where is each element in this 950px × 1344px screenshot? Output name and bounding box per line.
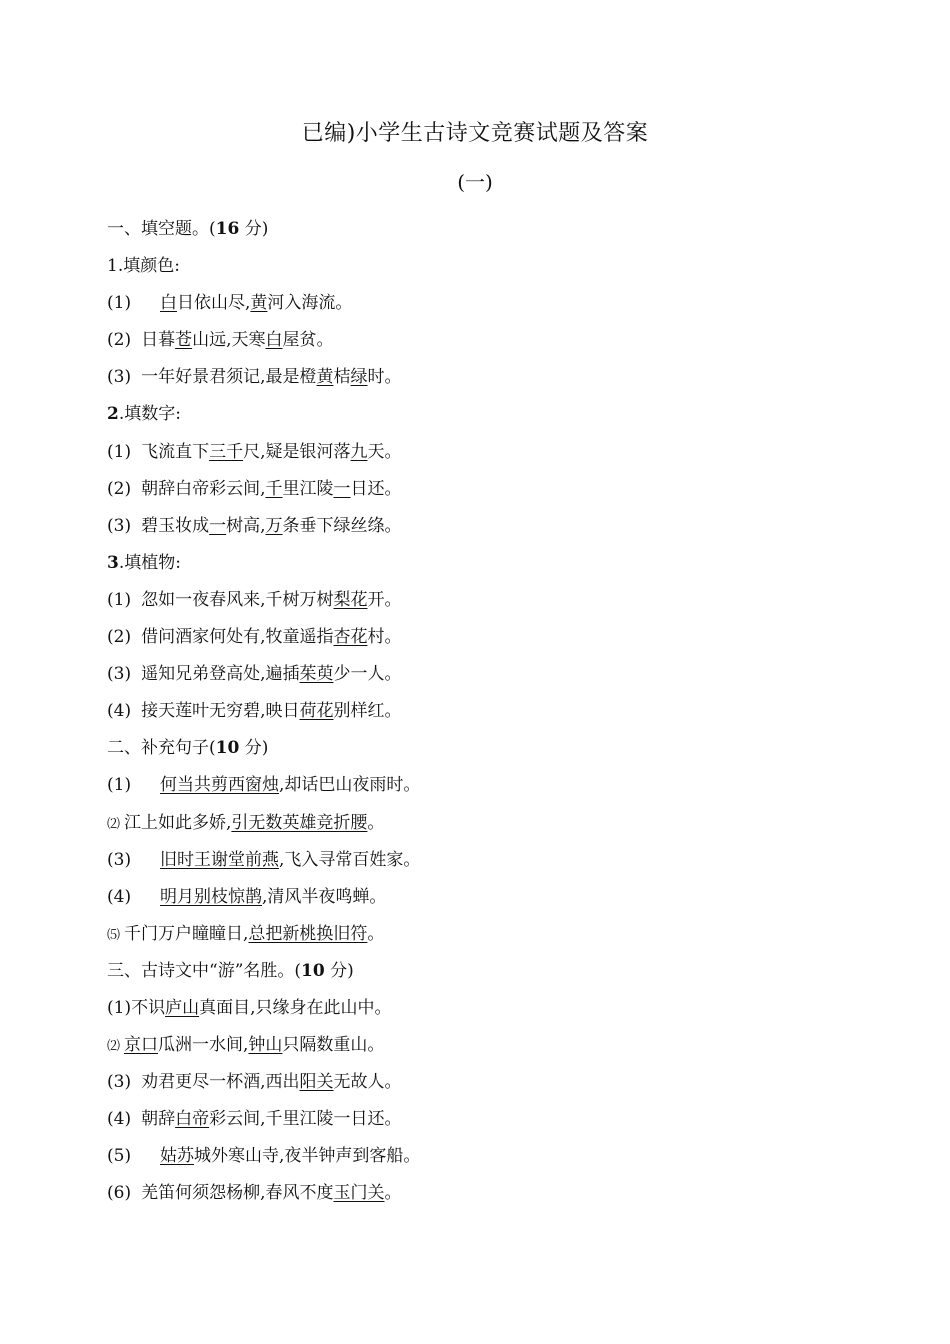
answer-text: 绿 — [350, 367, 368, 388]
line-text: 借问酒家何处有,牧童遥指 — [141, 627, 334, 648]
question-line — [107, 1027, 867, 1064]
line-text: ,清风半夜鸣蝉。 — [262, 886, 387, 907]
question-number: (3) — [107, 849, 132, 870]
answer-text: 千 — [265, 478, 283, 499]
line-text: 接天莲叶无穷碧,映日 — [141, 701, 300, 722]
question-number: ⑸ — [107, 927, 121, 943]
question-line — [107, 767, 867, 804]
line-text: 16 — [215, 219, 240, 239]
line-text: 飞流直下 — [141, 441, 210, 462]
question-line — [107, 434, 867, 471]
answer-text: 钟山 — [248, 1035, 283, 1056]
line-text: 遥知兄弟登高处,遍插 — [141, 664, 300, 685]
line-text: 无故人。 — [333, 1072, 402, 1093]
answer-text: 黄 — [316, 367, 334, 388]
line-text: 瓜洲一水间, — [158, 1035, 249, 1056]
answer-text: 杏花 — [333, 627, 368, 648]
question-line — [107, 1175, 867, 1212]
question-line — [107, 582, 867, 619]
answer-text: 何当共剪西窗烛 — [160, 775, 279, 796]
answer-text: 苍 — [175, 330, 193, 351]
line-text: 真面目,只缘身在此山中。 — [199, 997, 392, 1018]
line-text: 千门万户瞳瞳日, — [124, 923, 249, 944]
line-text: 里江陵 — [282, 478, 334, 499]
answer-text: 一 — [333, 478, 351, 499]
answer-text: 白 — [160, 293, 177, 314]
answer-text: 白帝 — [175, 1109, 210, 1130]
line-text: 3 — [107, 552, 119, 573]
line-text: 条垂下绿丝绦。 — [282, 515, 402, 536]
question-number: (3) — [107, 1072, 132, 1093]
question-number: (4) — [107, 701, 132, 722]
answer-text: 总把新桃换旧符 — [248, 923, 368, 944]
line-text: 江上如此多娇, — [124, 812, 232, 833]
line-text: 。 — [367, 923, 385, 944]
line-text: 劝君更尽一杯酒,西出 — [141, 1072, 300, 1093]
line-text: 2 — [107, 404, 119, 425]
line-text: 10 — [215, 738, 240, 759]
answer-text: 明月别枝惊鹊 — [160, 886, 262, 907]
line-text: 别样红。 — [333, 701, 402, 722]
line-text: 10 — [301, 960, 325, 981]
line-text: 天。 — [367, 441, 402, 462]
line-text: 朝辞白帝彩云间, — [141, 478, 266, 499]
section-heading — [107, 730, 867, 767]
line-text: 少一人。 — [333, 664, 402, 685]
line-text: 日还。 — [350, 478, 402, 499]
line-text: 一年好景君须记,最是橙 — [141, 367, 317, 388]
question-line — [107, 619, 867, 656]
line-text: 朝辞 — [141, 1109, 176, 1130]
question-line — [107, 990, 867, 1027]
question-number: ⑵ — [107, 1039, 121, 1055]
question-number: (1) — [107, 775, 132, 796]
line-text: 树高, — [226, 515, 266, 536]
question-line — [107, 879, 867, 916]
question-number: (1) — [107, 997, 132, 1018]
question-number: (6) — [107, 1183, 132, 1204]
line-text: 分) — [239, 219, 269, 239]
line-text: 只隔数重山。 — [282, 1035, 385, 1056]
question-line — [107, 1101, 867, 1138]
question-number: (1) — [107, 589, 132, 610]
answer-text: 万 — [265, 515, 283, 536]
question-number: (3) — [107, 367, 132, 388]
question-list — [107, 211, 867, 1213]
line-text: 二、补充句子( — [107, 738, 216, 759]
question-line — [107, 285, 867, 322]
line-text: 一、填空题。( — [107, 219, 216, 239]
question-line — [107, 1138, 867, 1175]
answer-text: 庐山 — [165, 997, 200, 1018]
subsection-heading — [107, 248, 867, 285]
line-text: 忽如一夜春风来,千树万树 — [141, 589, 334, 610]
line-text: .填颜色: — [117, 256, 180, 277]
question-line — [107, 693, 867, 730]
question-number: (2) — [107, 627, 132, 648]
section-heading — [107, 953, 867, 990]
line-text: 三、古诗文中“游”名胜。( — [107, 960, 302, 981]
answer-text: 姑苏 — [160, 1146, 194, 1167]
answer-text: 京口 — [124, 1035, 159, 1056]
line-text: .填植物: — [118, 552, 181, 573]
answer-text: 旧时王谢堂前燕 — [160, 849, 279, 870]
line-text: ,飞入寻常百姓家。 — [279, 849, 421, 870]
line-text: 1 — [107, 256, 118, 277]
line-text: 日暮 — [141, 330, 176, 351]
question-line — [107, 916, 867, 953]
line-text: 分) — [239, 738, 269, 759]
question-number: (4) — [107, 886, 132, 907]
line-text: ,却话巴山夜雨时。 — [279, 775, 421, 796]
line-text: 尺,疑是银河落 — [243, 441, 351, 462]
answer-text: 玉门关 — [333, 1183, 385, 1204]
question-number: (1) — [107, 441, 132, 462]
question-number: (5) — [107, 1146, 132, 1167]
answer-text: 荷花 — [299, 701, 334, 722]
question-line — [107, 359, 867, 396]
answer-text: 白 — [265, 330, 283, 351]
answer-text: 茱萸 — [299, 664, 334, 685]
answer-text: 梨花 — [333, 589, 368, 610]
line-text: 时。 — [367, 367, 402, 388]
line-text: 不识 — [131, 997, 166, 1018]
question-number: (2) — [107, 478, 132, 499]
line-text: 。 — [384, 1183, 402, 1204]
question-number: (3) — [107, 664, 132, 685]
answer-text: 阳关 — [299, 1072, 334, 1093]
line-text: 分) — [324, 960, 354, 981]
answer-text: 黄 — [250, 293, 268, 314]
question-line — [107, 1064, 867, 1101]
question-line — [107, 471, 867, 508]
question-line — [107, 805, 867, 842]
line-text: 屋贫。 — [282, 330, 334, 351]
question-number: (2) — [107, 330, 132, 351]
question-line — [107, 508, 867, 545]
answer-text: 一 — [209, 515, 227, 536]
question-number: (4) — [107, 1109, 132, 1130]
question-line — [107, 656, 867, 693]
section-heading — [107, 211, 867, 248]
subsection-heading — [107, 396, 867, 433]
line-text: 城外寒山寺,夜半钟声到客船。 — [194, 1146, 421, 1167]
line-text: 碧玉妆成 — [141, 515, 210, 536]
line-text: 村。 — [367, 627, 402, 648]
line-text: 彩云间,千里江陵一日还。 — [209, 1109, 402, 1130]
question-number: (1) — [107, 293, 132, 314]
answer-text: 三千 — [209, 441, 244, 462]
line-text: 羌笛何须怨杨柳,春风不度 — [141, 1183, 334, 1204]
subsection-heading — [107, 545, 867, 582]
line-text: 山远,天寒 — [192, 330, 266, 351]
document-subtitle: (一) — [457, 170, 493, 194]
question-line — [107, 322, 867, 359]
line-text: 。 — [367, 812, 385, 833]
answer-text: 引无数英雄竞折腰 — [231, 812, 368, 833]
document-title: 已编)小学生古诗文竞赛试题及答案 — [301, 121, 649, 146]
question-line — [107, 842, 867, 879]
answer-text: 九 — [350, 441, 368, 462]
line-text: 开。 — [367, 589, 402, 610]
line-text: .填数字: — [118, 404, 181, 425]
line-text: 河入海流。 — [267, 293, 353, 314]
line-text: 桔 — [333, 367, 351, 388]
question-number: ⑵ — [107, 816, 121, 832]
line-text: 日依山尽, — [177, 293, 251, 314]
question-number: (3) — [107, 515, 132, 536]
